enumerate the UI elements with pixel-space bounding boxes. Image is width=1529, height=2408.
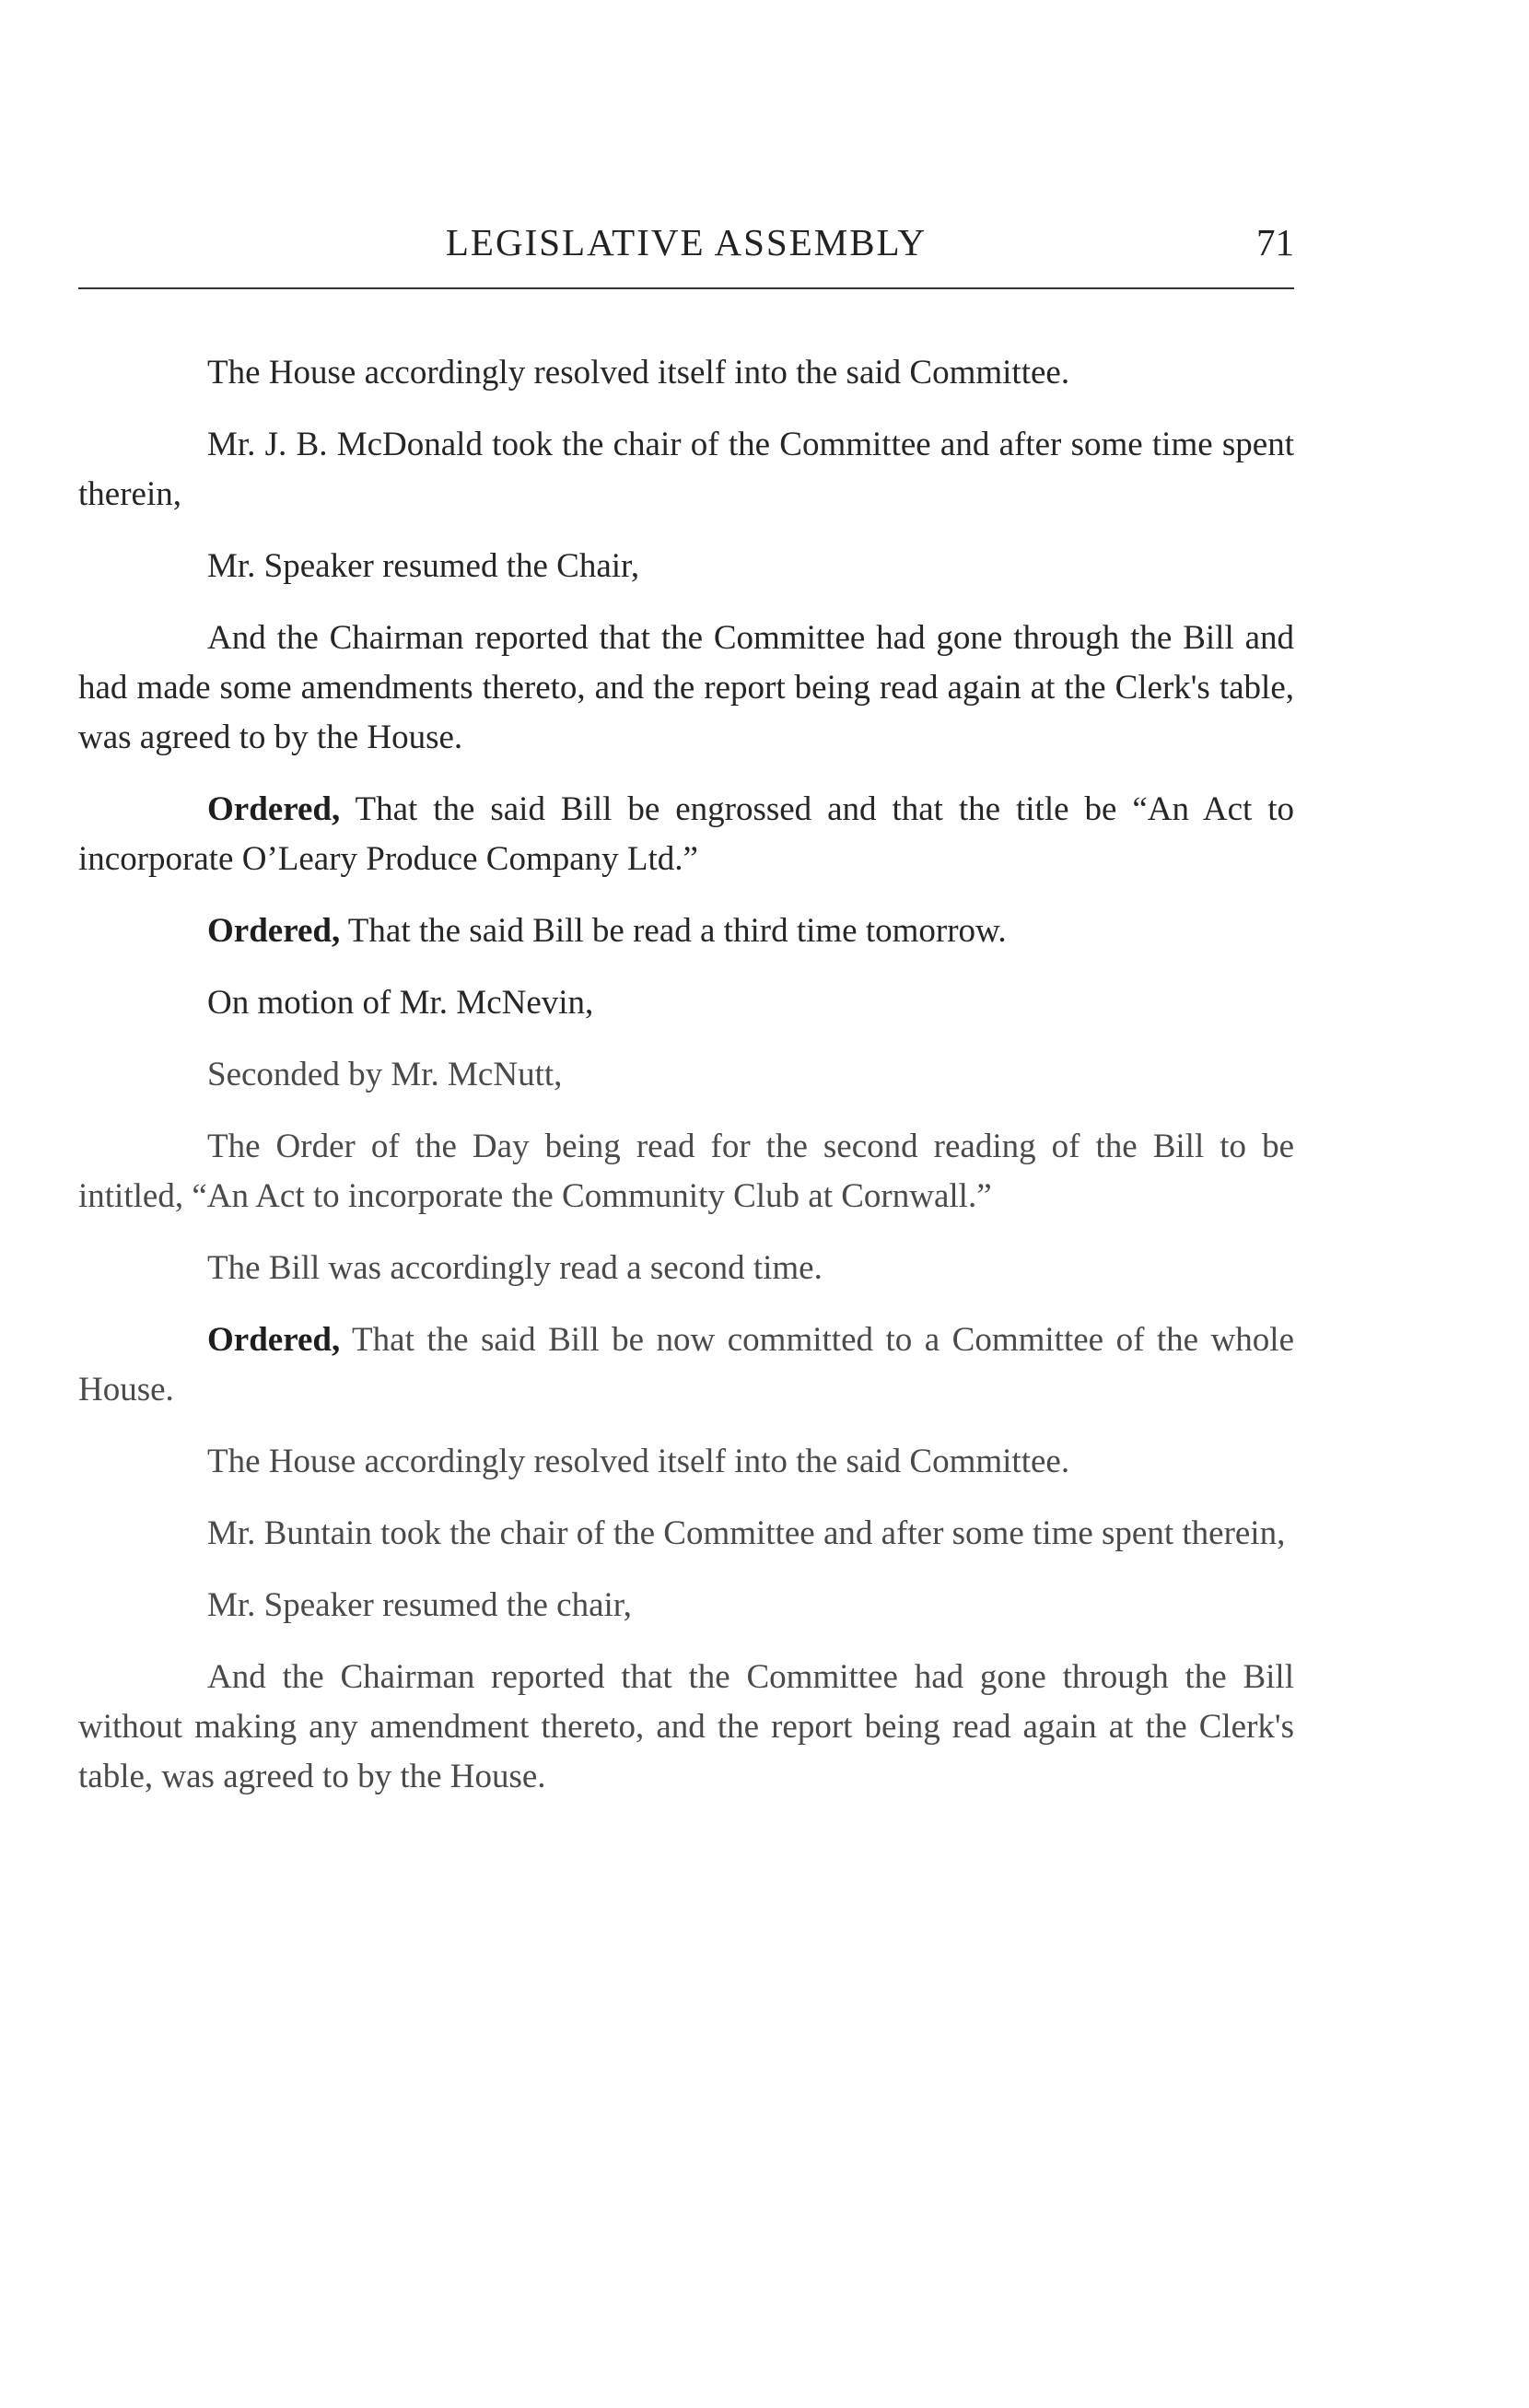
paragraph-text: Mr. J. B. McDonald took the chair of the Committee and after some time spent therein, — [78, 426, 1294, 513]
paragraph — [78, 1050, 1294, 1100]
running-title: LEGISLATIVE ASSEMBLY — [445, 221, 928, 263]
paragraph-text: Mr. Buntain took the chair of the Committee and after some time spent therein, — [207, 1514, 1286, 1552]
paragraph-text: That the said Bill be engrossed and that the title be “An Act to incorporate O’Leary Produce Company Ltd.” — [78, 790, 1294, 878]
paragraph — [78, 614, 1294, 763]
body-text — [78, 348, 1294, 1824]
paragraph-text: Seconded by Mr. McNutt, — [207, 1056, 563, 1093]
paragraph-text: And the Chairman reported that the Committee had gone through the Bill without making any amendment thereto, and the report being read again at the Clerk's table, was agreed to by the House. — [78, 1658, 1294, 1795]
paragraph — [78, 1437, 1294, 1487]
paragraph-text: On motion of Mr. McNevin, — [207, 984, 594, 1022]
paragraph — [78, 978, 1294, 1028]
ordered-lead: Ordered, — [207, 1321, 341, 1359]
page-number: 71 — [1256, 221, 1294, 263]
paragraph — [78, 1581, 1294, 1631]
ordered-lead: Ordered, — [207, 790, 341, 828]
paragraph-text: The House accordingly resolved itself into the said Committee. — [207, 1443, 1070, 1480]
paragraph — [78, 542, 1294, 591]
paragraph — [78, 420, 1294, 520]
paragraph — [78, 906, 1294, 956]
paragraph-text: That the said Bill be read a third time tomorrow. — [340, 912, 1007, 950]
paragraph-text: That the said Bill be now committed to a Committee of the whole House. — [78, 1321, 1294, 1409]
paragraph — [78, 1509, 1294, 1559]
paragraph-text: The Bill was accordingly read a second time. — [207, 1249, 823, 1287]
ordered-lead: Ordered, — [207, 912, 341, 950]
page-header — [78, 214, 1294, 278]
header-divider — [78, 287, 1294, 289]
paragraph — [78, 348, 1294, 398]
paragraph-text: Mr. Speaker resumed the chair, — [207, 1586, 632, 1624]
paragraph-text: The House accordingly resolved itself into the said Committee. — [207, 354, 1070, 392]
paragraph — [78, 1122, 1294, 1222]
paragraph — [78, 1315, 1294, 1415]
paragraph — [78, 1244, 1294, 1293]
paragraph — [78, 785, 1294, 884]
paragraph-text: And the Chairman reported that the Committee had gone through the Bill and had made some amendments thereto, and the report being read again at the Clerk's table, was agreed to by the House. — [78, 619, 1294, 756]
paragraph — [78, 1653, 1294, 1802]
paragraph-text: Mr. Speaker resumed the Chair, — [207, 547, 640, 585]
paragraph-text: The Order of the Day being read for the second reading of the Bill to be intitled, “An Act to incorporate the Community Club at Cornwall.” — [78, 1128, 1294, 1215]
